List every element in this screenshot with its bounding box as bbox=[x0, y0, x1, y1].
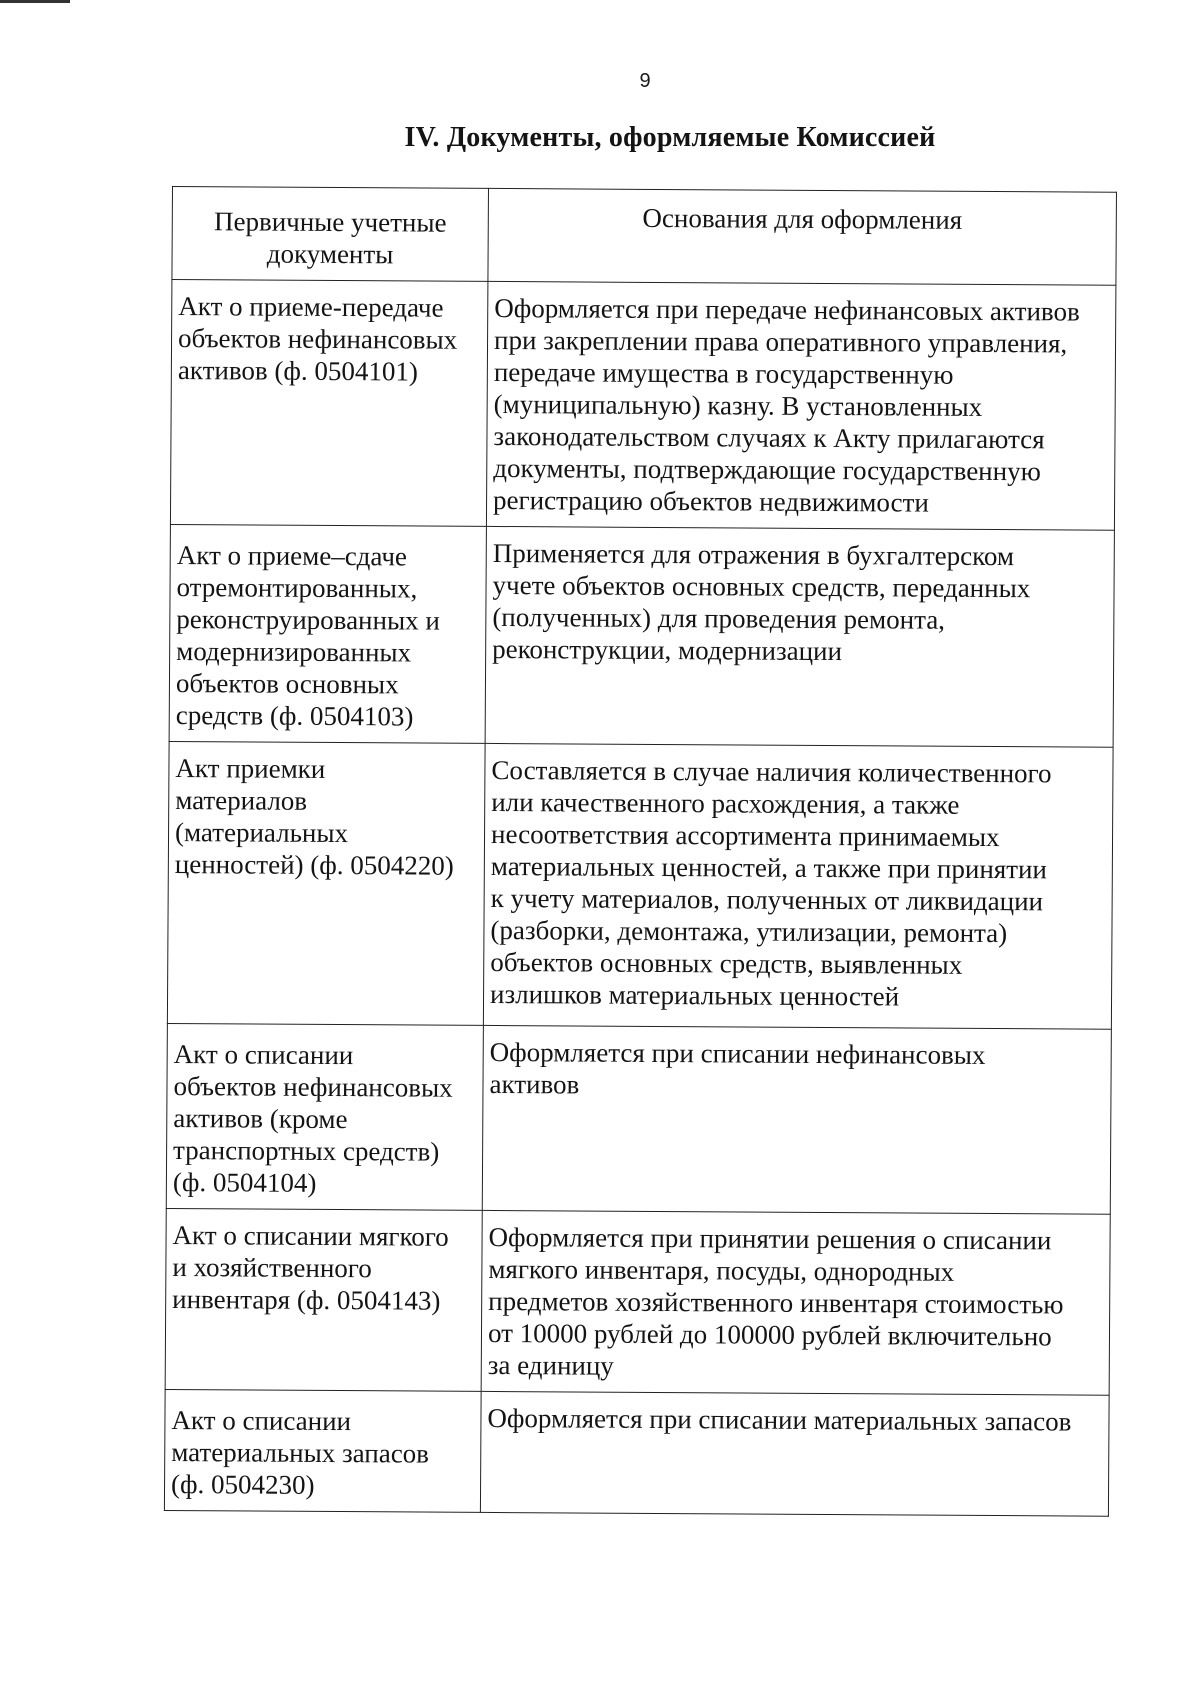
document-name: Акт о списании объектов нефинансовых активов (кроме транспортных средств) (ф. 0504104) bbox=[166, 1023, 483, 1210]
document-basis: Оформляется при передаче нефинансовых активов при закреплении права оперативного управления, передаче имущества в государственную (муниципальную) казну. В установленных законодательством случаях к Акту прилагаются документы, подтверждающие государственную регистрацию объектов недвижимости bbox=[486, 281, 1115, 530]
document-name: Акт о приеме-передаче объектов нефинансовых активов (ф. 0504101) bbox=[170, 280, 487, 527]
header-basis: Основания для оформления bbox=[488, 188, 1117, 285]
document-basis: Оформляется при списании нефинансовых активов bbox=[482, 1025, 1111, 1214]
document-name: Акт приемки материалов (материальных ценностей) (ф. 0504220) bbox=[167, 741, 485, 1025]
document-name: Акт о списании мягкого и хозяйственного инвентаря (ф. 0504143) bbox=[165, 1208, 482, 1391]
document-name: Акт о приеме–сдаче отремонтированных, реконструированных и модернизированных объектов основных средств (ф. 0504103) bbox=[169, 524, 486, 743]
document-basis: Оформляется при списании материальных запасов bbox=[480, 1391, 1109, 1516]
table-row bbox=[169, 524, 1114, 747]
table-row bbox=[170, 280, 1115, 531]
table-row bbox=[166, 1023, 1111, 1214]
table-row bbox=[164, 1389, 1109, 1516]
documents-table bbox=[164, 186, 1117, 1517]
document-basis: Составляется в случае наличия количественного или качественного расхождения, а также несоответствия ассортимента принимаемых материальных ценностей, а также при принятии к учету материалов, полученных от ликвидации (разборки, демонтажа, утилизации, ремонта) объектов основных средств, выявленных излишков материальных ценностей bbox=[483, 743, 1113, 1029]
scan-artifact-top-left bbox=[0, 0, 70, 3]
section-title: IV. Документы, оформляемые Комиссией bbox=[404, 122, 936, 153]
page-number: 9 bbox=[639, 70, 651, 92]
header-primary-documents: Первичные учетные документы bbox=[172, 187, 489, 282]
document-name: Акт о списании материальных запасов (ф. 0504230) bbox=[164, 1389, 481, 1512]
document-basis: Оформляется при принятии решения о списании мягкого инвентаря, посуды, однородных предметов хозяйственного инвентаря стоимостью от 10000 рублей до 100000 рублей включительно за единицу bbox=[481, 1210, 1110, 1395]
table-row bbox=[167, 741, 1113, 1029]
document-basis: Применяется для отражения в бухгалтерском учете объектов основных средств, переданных (полученных) для проведения ремонта, реконструкции, модернизации bbox=[485, 526, 1114, 747]
table-header-row bbox=[172, 187, 1117, 286]
table-row bbox=[165, 1208, 1110, 1395]
